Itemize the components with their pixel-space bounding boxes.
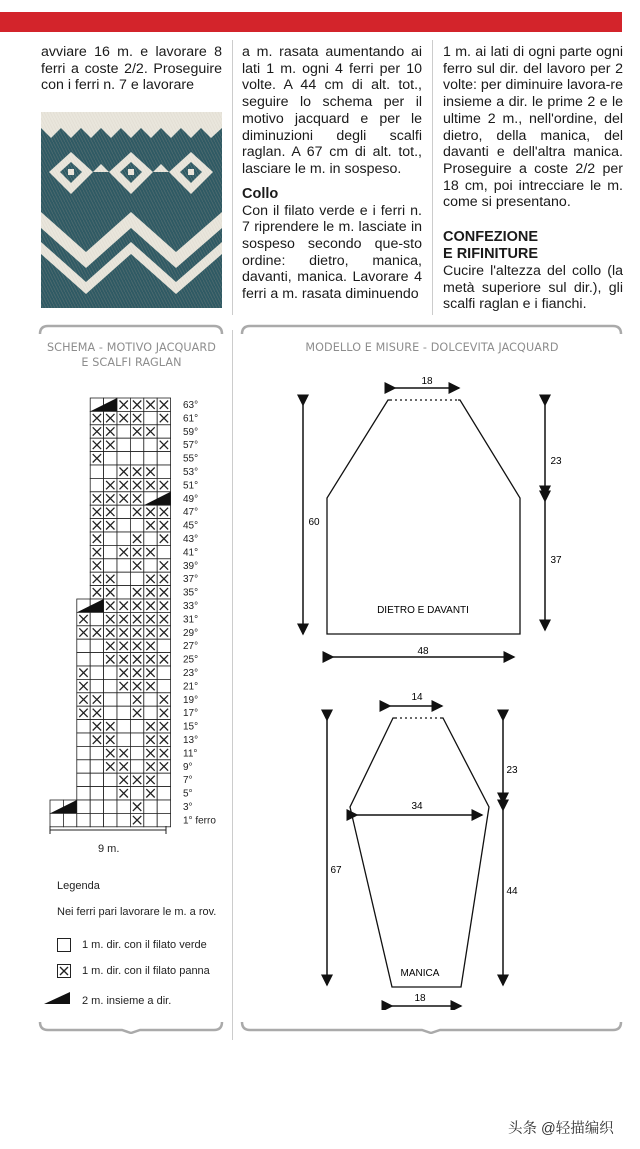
chart-cell: [77, 746, 90, 759]
row-label: 5°: [183, 788, 193, 800]
row-label: 45°: [183, 520, 199, 532]
row-label: 59°: [183, 426, 199, 438]
column-divider: [432, 40, 433, 315]
schema-title: [41, 340, 222, 370]
chart-cell: [157, 452, 170, 465]
collo-text: Con il filato verde e i ferri n. 7 riprendere le m. lasciate in sospeso secondo que-sto ordine: dietro, manica, davanti, manica. Lavorare 4 ferri a m. rasata diminuendo: [242, 202, 422, 303]
schema-title-line1: SCHEMA - MOTIVO JACQUARD: [46, 341, 217, 354]
chart-cell: [117, 693, 130, 706]
chart-cell: [50, 813, 63, 826]
chart-cell: [90, 612, 103, 625]
chart-cell: [157, 679, 170, 692]
chart-cell: [130, 720, 143, 733]
row-label: 51°: [183, 480, 199, 492]
chart-cell: [157, 800, 170, 813]
row-label: 47°: [183, 507, 199, 519]
chart-cell: [157, 425, 170, 438]
chart-cell: [144, 693, 157, 706]
triangle-decrease-icon: [44, 991, 72, 1005]
row-label: 21°: [183, 681, 199, 693]
chart-cell: [104, 813, 117, 826]
chart-cell: [104, 452, 117, 465]
row-label: 49°: [183, 493, 199, 505]
confezione-heading-line1: CONFEZIONE: [443, 229, 539, 246]
sleeve-top-width-label: 14: [411, 692, 423, 703]
row-label: 11°: [183, 748, 198, 760]
chart-cell: [130, 572, 143, 585]
chart-cell: [104, 706, 117, 719]
chart-cell: [130, 452, 143, 465]
chart-cell: [117, 813, 130, 826]
sleeve-outline: [350, 718, 489, 987]
chart-cell: [90, 813, 103, 826]
row-label: 23°: [183, 668, 199, 679]
chart-cell: [63, 813, 76, 826]
row-label: 63°: [183, 400, 199, 411]
chart-cell: [117, 706, 130, 719]
row-label: 13°: [183, 735, 199, 746]
row-label: 29°: [183, 627, 199, 639]
body-raglan-label: 23: [550, 456, 562, 467]
chart-cell: [117, 720, 130, 733]
body-outline: [327, 400, 520, 634]
chart-cell: [77, 760, 90, 773]
accent-bar: [0, 12, 622, 32]
row-label: 19°: [183, 694, 199, 706]
chart-cell: [157, 639, 170, 652]
sleeve-height-label: 67: [330, 865, 342, 876]
sleeve-raglan-label: 23: [506, 765, 518, 776]
chart-cell: [90, 746, 103, 759]
chart-cell: [130, 438, 143, 451]
legend-item-cream: 1 m. dir. con il filato panna: [82, 965, 210, 977]
chart-cell: [104, 773, 117, 786]
knit-photo: [41, 112, 222, 308]
schema-title-line2: E SCALFI RAGLAN: [81, 356, 182, 369]
chart-cell: [144, 800, 157, 813]
body-side-label: 37: [550, 555, 562, 566]
chart-cell: [77, 813, 90, 826]
chart-cell: [117, 800, 130, 813]
chart-cell: [130, 787, 143, 800]
row-label: 25°: [183, 654, 199, 666]
modello-title: MODELLO E MISURE - DOLCEVITA JACQUARD: [305, 341, 559, 354]
chart-cell: [90, 653, 103, 666]
chart-cell: [117, 425, 130, 438]
measurements-diagram: [240, 360, 630, 1010]
chart-cell: [130, 760, 143, 773]
row-label: 9°: [183, 761, 193, 773]
chart-cell: [90, 679, 103, 692]
chart-cell: [130, 733, 143, 746]
square-cross-icon: [57, 964, 71, 978]
chart-cell: [117, 519, 130, 532]
chart-cell: [90, 478, 103, 491]
row-label: 15°: [183, 721, 199, 733]
row-label: 33°: [183, 601, 199, 612]
modello-bracket-top: [240, 322, 623, 336]
chart-cell: [117, 452, 130, 465]
chart-cell: [104, 679, 117, 692]
legend-item-dec: 2 m. insieme a dir.: [82, 995, 172, 1007]
schema-bracket-bottom: [38, 1020, 224, 1034]
chart-cell: [144, 411, 157, 424]
chart-cell: [104, 666, 117, 679]
legend-item-green: 1 m. dir. con il filato verde: [82, 939, 207, 951]
row-label: 37°: [183, 574, 199, 586]
instruction-text: 1 m. ai lati di ogni parte ogni ferro sul dir. del lavoro per 2 volte: per diminuire lavora-re insieme a dir. le prime 2 e le ultime 2 m., nell'ordine, del dietro, della manica, del davanti e dell'altra manica. Proseguire a coste 2/2 per 18 cm, poi intrecciare le m. come si presentano.: [443, 44, 623, 211]
chart-cell: [77, 787, 90, 800]
chart-cell: [104, 545, 117, 558]
row-label: 57°: [183, 440, 199, 452]
row-label: 17°: [183, 708, 199, 720]
sleeve-bottom-width-label: 18: [414, 993, 426, 1004]
chart-cell: [157, 813, 170, 826]
row-label: 1° ferro: [183, 815, 216, 827]
row-label: 61°: [183, 413, 199, 425]
body-top-width-label: 18: [421, 376, 433, 387]
confezione-heading-line2: E RIFINITURE: [443, 246, 539, 263]
confezione-heading: [443, 229, 623, 263]
row-label: 7°: [183, 775, 193, 787]
chart-cell: [90, 773, 103, 786]
chart-cell: [90, 666, 103, 679]
row-label: 35°: [183, 587, 199, 599]
row-label: 3°: [183, 802, 193, 813]
chart-cell: [104, 559, 117, 572]
row-label: 43°: [183, 534, 199, 545]
chart-cell: [144, 438, 157, 451]
chart-cell: [104, 800, 117, 813]
chart-cell: [90, 465, 103, 478]
chart-cell: [130, 519, 143, 532]
body-bottom-width-label: 48: [417, 646, 429, 657]
square-empty-icon: [57, 938, 71, 952]
jacquard-chart: [0, 390, 240, 860]
sleeve-mid-width-label: 34: [411, 801, 423, 812]
chart-cell: [104, 465, 117, 478]
row-label: 53°: [183, 467, 199, 478]
chart-cell: [77, 800, 90, 813]
instruction-text: avviare 16 m. e lavorare 8 ferri a coste 2/2. Proseguire con i ferri n. 7 e lavorare: [41, 44, 222, 94]
chart-cell: [104, 787, 117, 800]
chart-cell: [144, 559, 157, 572]
chart-cell: [157, 787, 170, 800]
body-height-label: 60: [308, 517, 320, 528]
chart-cell: [117, 438, 130, 451]
chart-cell: [90, 800, 103, 813]
chart-cell: [104, 693, 117, 706]
chart-cell: [157, 666, 170, 679]
text-column-2: [242, 44, 422, 303]
confezione-text: Cucire l'altezza del collo (la metà superiore sul dir.), gli scalfi raglan e i fianchi.: [443, 263, 623, 313]
chart-cell: [157, 773, 170, 786]
chart-cell: [144, 706, 157, 719]
chart-cell: [117, 733, 130, 746]
text-column-1: [41, 44, 222, 94]
chart-cell: [90, 760, 103, 773]
row-label: 39°: [183, 560, 199, 572]
collo-heading: Collo: [242, 185, 279, 202]
chart-cell: [157, 545, 170, 558]
chart-cell: [77, 653, 90, 666]
chart-cell: [144, 452, 157, 465]
chart-cell: [90, 787, 103, 800]
chart-cell: [157, 465, 170, 478]
chart-cell: [104, 532, 117, 545]
chart-cell: [77, 720, 90, 733]
sleeve-piece-label: MANICA: [400, 968, 440, 979]
schema-bracket-top: [38, 322, 224, 336]
text-column-3: [443, 44, 623, 313]
chart-cell: [117, 559, 130, 572]
chart-cell: [117, 586, 130, 599]
modello-bracket-bottom: [240, 1020, 623, 1034]
chart-cell: [77, 639, 90, 652]
chart-width-label: 9 m.: [98, 843, 120, 855]
legend-title: Legenda: [57, 880, 100, 892]
row-label: 55°: [183, 453, 199, 465]
column-divider: [232, 40, 233, 315]
chart-cell: [77, 733, 90, 746]
chart-cell: [117, 505, 130, 518]
chart-cell: [130, 746, 143, 759]
chart-cell: [77, 773, 90, 786]
legend-note: Nei ferri pari lavorare le m. a rov.: [57, 906, 217, 918]
chart-cell: [117, 532, 130, 545]
body-piece-label: DIETRO E DAVANTI: [377, 605, 469, 616]
watermark: 头条 @轻描编织: [508, 1121, 614, 1137]
row-label: 41°: [183, 547, 199, 559]
chart-cell: [117, 572, 130, 585]
sleeve-lower-label: 44: [506, 886, 518, 897]
chart-cell: [90, 639, 103, 652]
chart-cell: [144, 813, 157, 826]
chart-cell: [144, 532, 157, 545]
instruction-text: a m. rasata aumentando ai lati 1 m. ogni 4 ferri per 10 volte. A 44 cm di alt. tot., seguire lo schema per il motivo jacquard e per le diminuzioni degli scalfi raglan. A 67 cm di alt. tot., lasciare le m. in sospeso.: [242, 44, 422, 177]
row-label: 27°: [183, 641, 199, 653]
row-label: 31°: [183, 614, 199, 626]
